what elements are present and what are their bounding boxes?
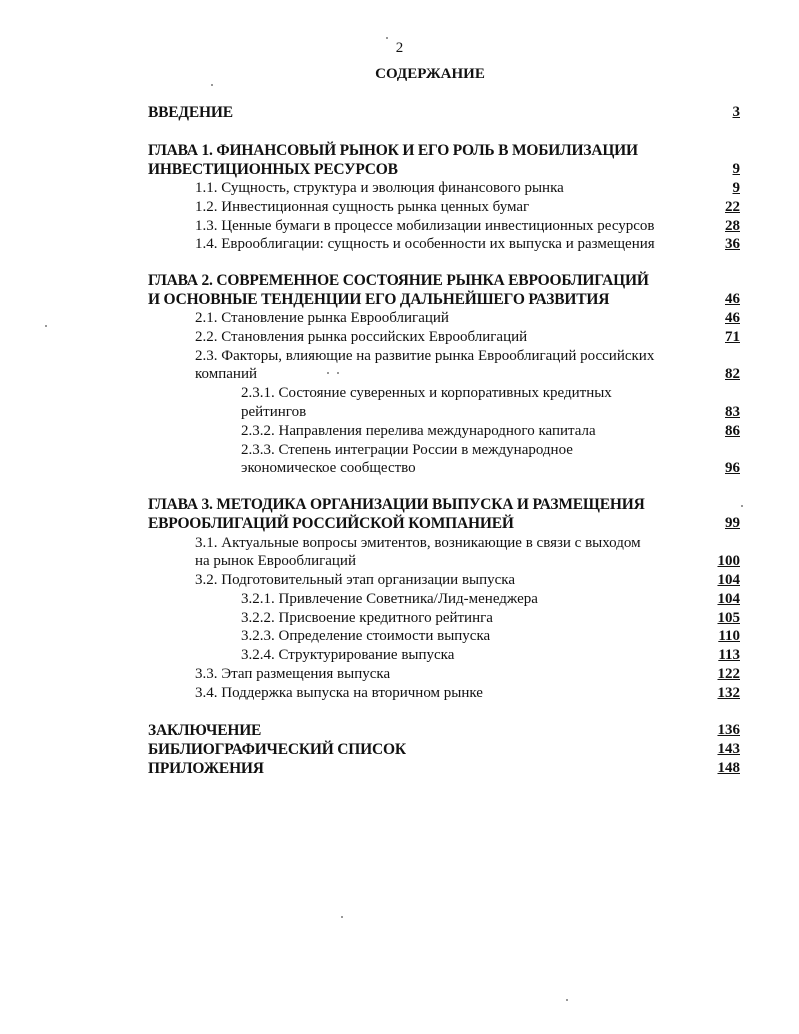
toc-section-2-3-line2: компаний [195, 366, 257, 382]
scan-speck [386, 37, 388, 39]
scan-speck [327, 372, 329, 374]
toc-section-3-2-3: 3.2.3. Определение стоимости выпуска [241, 628, 491, 644]
toc-section-1-1: 1.1. Сущность, структура и эволюция финансового рынка [195, 180, 564, 196]
toc-section-1-3-page: 28 [725, 218, 740, 234]
toc-section-1-3: 1.3. Ценные бумаги в процессе мобилизации инвестиционных ресурсов [195, 218, 655, 234]
toc-chapter2-page: 46 [725, 291, 740, 307]
toc-chapter3-page: 99 [725, 515, 740, 531]
toc-section-1-1-page: 9 [732, 180, 740, 196]
toc-section-2-3-3-line1: 2.3.3. Степень интеграции России в международное [241, 442, 573, 458]
toc-conclusion-label: ЗАКЛЮЧЕНИЕ [148, 722, 262, 739]
toc-intro-label: ВВЕДЕНИЕ [148, 104, 233, 121]
toc-section-2-1-page: 46 [725, 310, 740, 326]
page-title: СОДЕРЖАНИЕ [375, 66, 485, 82]
toc-chapter3-title-line1: ГЛАВА 3. МЕТОДИКА ОРГАНИЗАЦИИ ВЫПУСКА И РАЗМЕЩЕНИЯ [148, 496, 645, 513]
toc-section-3-3: 3.3. Этап размещения выпуска [195, 666, 391, 682]
toc-section-3-1-page: 100 [717, 553, 740, 569]
toc-section-2-3-line1: 2.3. Факторы, влияющие на развитие рынка Еврооблигаций российских [195, 348, 655, 364]
toc-section-2-3-1-line1: 2.3.1. Состояние суверенных и корпоративных кредитных [241, 385, 612, 401]
scan-speck [341, 916, 343, 918]
toc-intro-page: 3 [732, 104, 740, 120]
toc-section-3-3-page: 122 [717, 666, 740, 682]
toc-section-2-3-3-page: 96 [725, 460, 740, 476]
toc-section-2-3-2: 2.3.2. Направления перелива международного капитала [241, 423, 596, 439]
toc-chapter2-title-line2: И ОСНОВНЫЕ ТЕНДЕНЦИИ ЕГО ДАЛЬНЕЙШЕГО РАЗВИТИЯ [148, 291, 610, 308]
toc-chapter3-title-line2: ЕВРООБЛИГАЦИЙ РОССИЙСКОЙ КОМПАНИЕЙ [148, 515, 514, 532]
toc-section-2-1: 2.1. Становление рынка Еврооблигаций [195, 310, 449, 326]
toc-chapter1-page: 9 [732, 161, 740, 177]
toc-section-3-1-line2: на рынок Еврооблигаций [195, 553, 356, 569]
toc-section-3-2-2-page: 105 [717, 610, 740, 626]
scan-speck [337, 372, 339, 374]
toc-section-3-2-2: 3.2.2. Присвоение кредитного рейтинга [241, 610, 493, 626]
toc-section-1-4: 1.4. Еврооблигации: сущность и особенности их выпуска и размещения [195, 236, 655, 252]
scan-speck [211, 84, 213, 86]
toc-section-3-4: 3.4. Поддержка выпуска на вторичном рынке [195, 685, 483, 701]
toc-section-1-2-page: 22 [725, 199, 740, 215]
toc-section-2-2: 2.2. Становления рынка российских Еврооблигаций [195, 329, 528, 345]
toc-section-3-1-line1: 3.1. Актуальные вопросы эмитентов, возникающие в связи с выходом [195, 535, 641, 551]
toc-section-3-2-3-page: 110 [718, 628, 740, 644]
toc-conclusion-page: 136 [717, 722, 740, 738]
toc-section-3-2-1: 3.2.1. Привлечение Советника/Лид-менеджера [241, 591, 538, 607]
toc-section-2-3-1-page: 83 [725, 404, 740, 420]
toc-section-3-2-page: 104 [717, 572, 740, 588]
toc-section-2-3-2-page: 86 [725, 423, 740, 439]
toc-bibliography-label: БИБЛИОГРАФИЧЕСКИЙ СПИСОК [148, 741, 406, 758]
toc-section-2-3-1-line2: рейтингов [241, 404, 307, 420]
toc-bibliography-page: 143 [717, 741, 740, 757]
toc-section-3-2-4: 3.2.4. Структурирование выпуска [241, 647, 455, 663]
scan-speck [741, 505, 743, 507]
toc-appendices-label: ПРИЛОЖЕНИЯ [148, 760, 264, 777]
toc-section-2-3-3-line2: экономическое сообщество [241, 460, 416, 476]
toc-section-1-2: 1.2. Инвестиционная сущность рынка ценных бумаг [195, 199, 530, 215]
toc-chapter2-title-line1: ГЛАВА 2. СОВРЕМЕННОЕ СОСТОЯНИЕ РЫНКА ЕВРООБЛИГАЦИЙ [148, 272, 649, 289]
scan-speck [45, 325, 47, 327]
toc-section-2-2-page: 71 [725, 329, 740, 345]
toc-section-3-2-4-page: 113 [718, 647, 740, 663]
toc-section-3-4-page: 132 [717, 685, 740, 701]
toc-chapter1-title-line1: ГЛАВА 1. ФИНАНСОВЫЙ РЫНОК И ЕГО РОЛЬ В МОБИЛИЗАЦИИ [148, 142, 638, 159]
toc-section-3-2: 3.2. Подготовительный этап организации выпуска [195, 572, 516, 588]
scan-speck [566, 999, 568, 1001]
toc-appendices-page: 148 [717, 760, 740, 776]
toc-section-2-3-page: 82 [725, 366, 740, 382]
page-number: 2 [395, 40, 404, 56]
toc-section-3-2-1-page: 104 [717, 591, 740, 607]
toc-chapter1-title-line2: ИНВЕСТИЦИОННЫХ РЕСУРСОВ [148, 161, 398, 178]
toc-section-1-4-page: 36 [725, 236, 740, 252]
